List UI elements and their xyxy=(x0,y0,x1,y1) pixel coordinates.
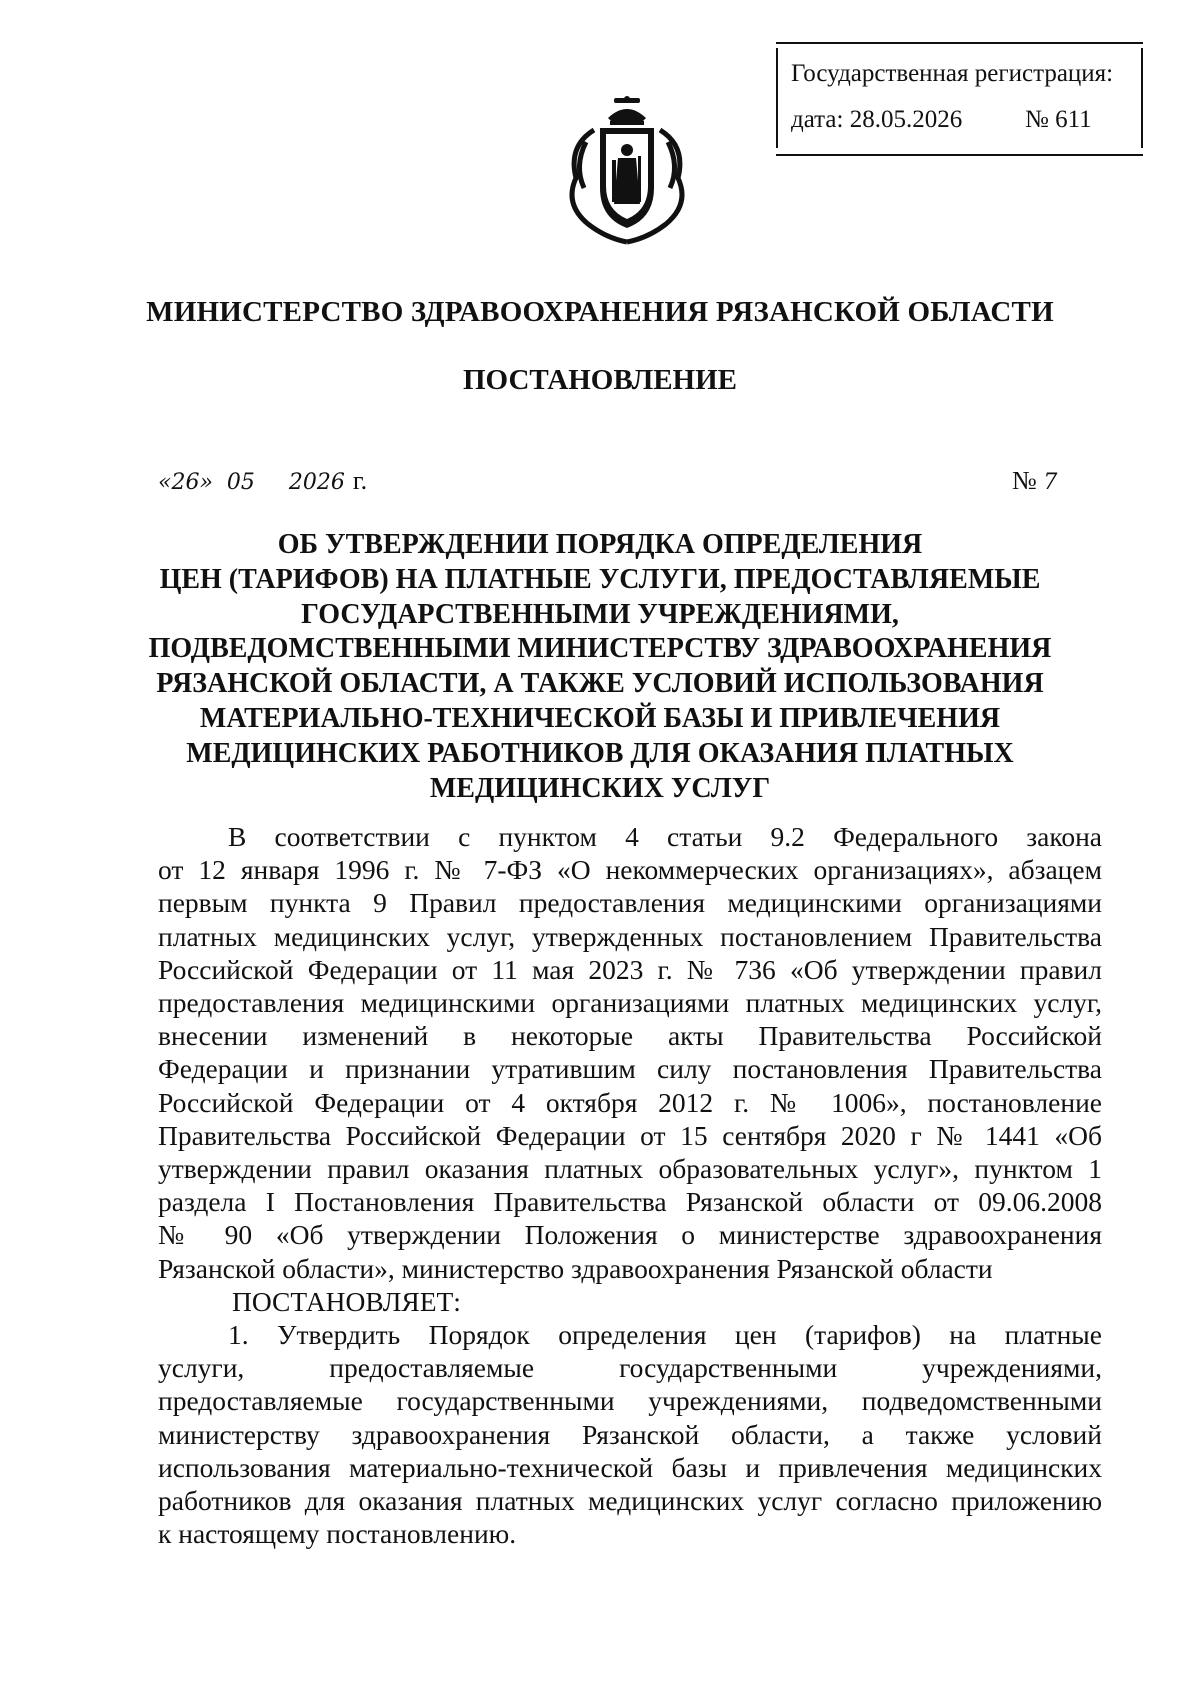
item-line: использования материально-технической базы и привлечения медицинских xyxy=(158,1451,1102,1483)
document-type: ПОСТАНОВЛЕНИЕ xyxy=(462,364,737,396)
decree-number xyxy=(1012,466,1057,496)
preamble-line: Правительства Российской Федерации от 15 сентября 2020 г № 1441 «Об xyxy=(158,1119,1102,1151)
resolves-heading: ПОСТАНОВЛЯЕТ: xyxy=(232,1285,461,1317)
registration-number: № 611 xyxy=(1025,106,1092,133)
preamble-line: от 12 января 1996 г. № 7-ФЗ «О некоммерческих организациях», абзацем xyxy=(158,854,1102,886)
registration-date: дата: 28.05.2026 xyxy=(791,106,963,133)
decree-date xyxy=(158,466,367,496)
number-value: 7 xyxy=(1043,470,1058,495)
item-line: министерству здравоохранения Рязанской области, а также условий xyxy=(158,1418,1102,1450)
preamble-line: платных медицинских услуг, утвержденных постановлением Правительства xyxy=(158,920,1102,952)
item-line: 1. Утвердить Порядок определения цен (тарифов) на платные xyxy=(228,1319,1102,1351)
coat-of-arms-icon xyxy=(556,96,698,246)
item-line: к настоящему постановлению. xyxy=(158,1518,517,1550)
title-line: ЦЕН (ТАРИФОВ) НА ПЛАТНЫЕ УСЛУГИ, ПРЕДОСТАВЛЯЕМЫЕ xyxy=(159,563,1041,595)
preamble-line: Федерации и признании утратившим силу постановления Правительства xyxy=(158,1053,1102,1085)
preamble-line: Рязанской области», министерство здравоохранения Рязанской области xyxy=(158,1252,993,1284)
stamp-border-top xyxy=(776,42,1143,44)
registration-stamp xyxy=(773,42,1145,156)
date-month: 05 xyxy=(226,470,255,495)
ministry-heading: МИНИСТЕРСТВО ЗДРАВООХРАНЕНИЯ РЯЗАНСКОЙ ОБЛАСТИ xyxy=(146,296,1054,328)
title-line: ПОДВЕДОМСТВЕННЫМИ МИНИСТЕРСТВУ ЗДРАВООХРАНЕНИЯ xyxy=(148,633,1052,665)
title-line: МАТЕРИАЛЬНО-ТЕХНИЧЕСКОЙ БАЗЫ И ПРИВЛЕЧЕНИЯ xyxy=(199,702,1001,734)
date-day: «26» xyxy=(158,470,213,495)
decree-title xyxy=(140,528,1060,806)
title-line: РЯЗАНСКОЙ ОБЛАСТИ, А ТАКЖЕ УСЛОВИЙ ИСПОЛЬЗОВАНИЯ xyxy=(156,668,1044,700)
preamble-line: Российской Федерации от 4 октября 2012 г. № 1006», постановление xyxy=(158,1086,1102,1118)
decree-body xyxy=(158,820,1102,1550)
stamp-border-bottom xyxy=(776,154,1143,156)
stamp-border-right xyxy=(1141,48,1143,148)
preamble-line: раздела I Постановления Правительства Рязанской области от 09.06.2008 xyxy=(158,1186,1102,1218)
stamp-border-left xyxy=(776,48,778,148)
number-label: № xyxy=(1012,466,1037,495)
item-line: работников для оказания платных медицинских услуг согласно приложению xyxy=(158,1485,1102,1517)
title-line: ОБ УТВЕРЖДЕНИИ ПОРЯДКА ОПРЕДЕЛЕНИЯ xyxy=(277,529,923,560)
date-year: 2026 xyxy=(288,470,345,495)
preamble-line: № 90 «Об утверждении Положения о министерстве здравоохранения xyxy=(158,1219,1102,1251)
year-suffix: г. xyxy=(352,466,368,495)
item-line: предоставляемые государственными учреждениями, подведомственными xyxy=(158,1385,1102,1417)
preamble-line: В соответствии с пунктом 4 статьи 9.2 Федерального закона xyxy=(228,821,1102,852)
title-line: МЕДИЦИНСКИХ РАБОТНИКОВ ДЛЯ ОКАЗАНИЯ ПЛАТНЫХ xyxy=(186,737,1014,769)
title-line: ГОСУДАРСТВЕННЫМИ УЧРЕЖДЕНИЯМИ, xyxy=(301,598,899,630)
title-line: МЕДИЦИНСКИХ УСЛУГ xyxy=(429,772,771,804)
preamble-line: утверждении правил оказания платных образовательных услуг», пунктом 1 xyxy=(158,1153,1102,1185)
registration-title: Государственная регистрация: xyxy=(791,60,1114,87)
preamble-line: первым пункта 9 Правил предоставления медицинскими организациями xyxy=(158,887,1102,919)
item-line: услуги, предоставляемые государственными учреждениями, xyxy=(158,1352,1102,1384)
preamble-line: внесении изменений в некоторые акты Правительства Российской xyxy=(158,1020,1102,1052)
preamble-line: предоставления медицинскими организациями платных медицинских услуг, xyxy=(158,987,1102,1019)
preamble-line: Российской Федерации от 11 мая 2023 г. № 736 «Об утверждении правил xyxy=(158,953,1102,985)
